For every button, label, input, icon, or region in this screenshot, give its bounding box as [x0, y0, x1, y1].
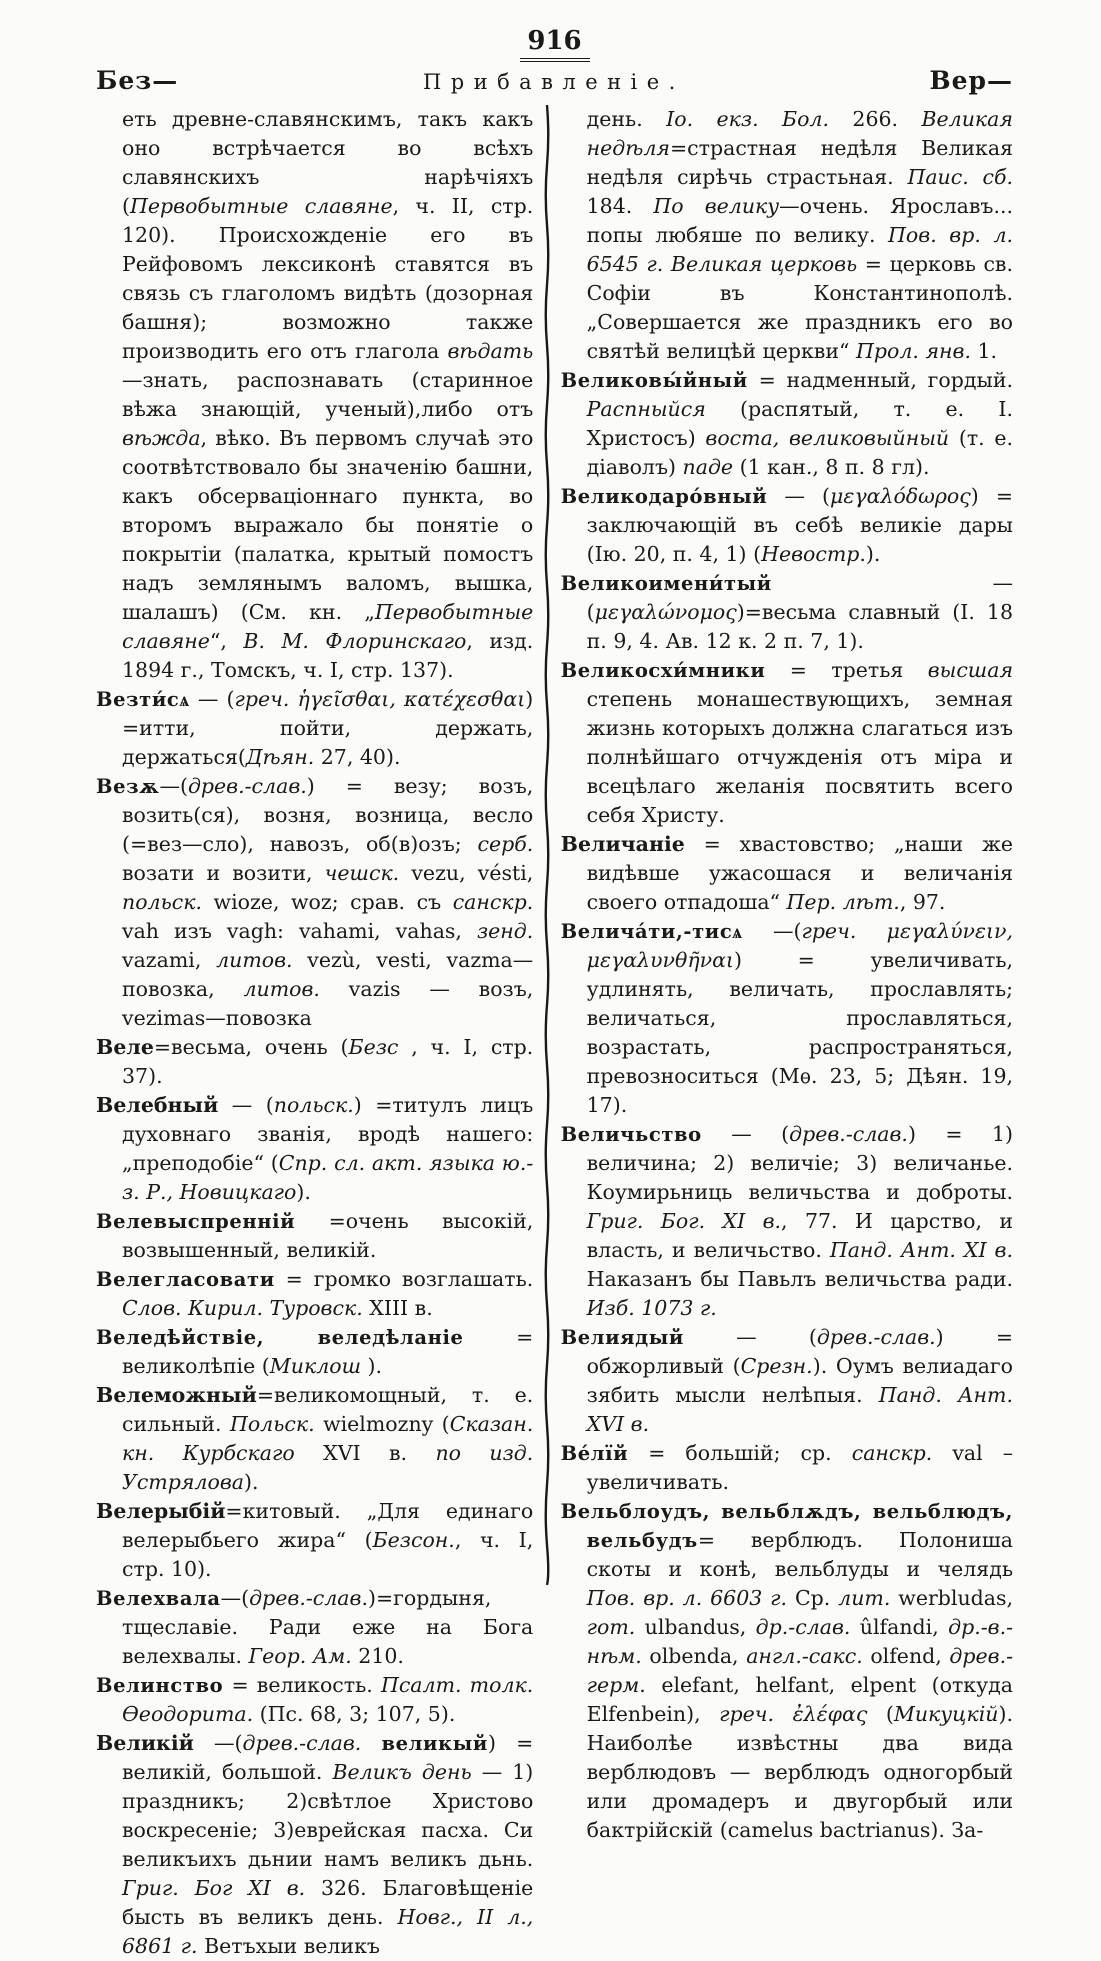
text-run: англ.-сакс.	[746, 1644, 863, 1668]
entry-headword: Велевыспренній	[96, 1210, 296, 1233]
text-run: , ч. II, стр. 120). Происхожденіе его въ Рейфовомъ лексиконѣ ставятся въ связь съ глаголомъ видѣть (дозорная башня); возможно также производить его отъ глагола	[122, 194, 534, 363]
entry-headword: Величьство	[560, 1123, 702, 1146]
text-run: wioze, woz; срав. съ	[202, 890, 453, 914]
text-run: vah изъ vagh: vahami, vahas,	[122, 919, 477, 943]
text-run: Микуцкій	[893, 1702, 999, 1726]
text-run: — (	[701, 1122, 790, 1146]
text-run: ) = 1) величина; 2) величіе; 3) величанье. Коумирьниць величьства и доброты.	[586, 1122, 1014, 1204]
text-run: день.	[586, 107, 667, 131]
text-run: (Пс. 68, 3; 107, 5).	[253, 1702, 456, 1726]
entry-headword: Веле	[96, 1035, 154, 1059]
text-run: , изд. 1894 г., Томскъ, ч. I, стр. 137).	[122, 629, 534, 682]
text-run: — 1) праздникъ; 2)свѣтлое Христово воскресеніе; 3)еврейская пасха. Си великъихъ дьнии намъ великъ дьнь.	[122, 1760, 534, 1871]
dictionary-entry	[560, 1120, 1014, 1323]
dictionary-entry	[96, 1323, 534, 1381]
dictionary-entry	[96, 685, 534, 772]
text-run: = церковь св. Софіи въ Константинополѣ. „Совершается же праздникъ его во святѣй велицѣй церкви“	[586, 252, 1014, 363]
two-column-body	[96, 105, 1013, 1961]
entry-headword: Велича́ти,-тисѧ	[560, 920, 743, 943]
text-run: Панд. Ант. XI в.	[829, 1238, 1014, 1262]
text-run: ) = везу; возъ, возить(ся), возня, возница, весло (=вез—сло), навозъ, об(в)озъ;	[122, 774, 534, 856]
text-run: =великомощный, т. е. сильный.	[122, 1383, 534, 1436]
text-run: elefant, helfant, elpent (откуда Elfenbein),	[586, 1673, 1014, 1726]
guide-word-left: Без—	[96, 66, 179, 95]
text-run: Пер. лѣт.	[786, 890, 900, 914]
dictionary-entry	[560, 917, 1014, 1120]
text-run: Ср.	[787, 1586, 839, 1610]
entry-headword: Везѫ	[96, 775, 160, 798]
text-run: = хвастовство; „наши же видѣвше ужасошася и величанія своего отпадоша“	[586, 832, 1014, 914]
entry-headword: Велехвала	[96, 1587, 221, 1610]
text-run: —(	[586, 571, 1014, 624]
text-run: Распныйся	[586, 397, 706, 421]
text-run: греч.	[234, 687, 290, 711]
text-run: Іо. екз. Бол.	[666, 107, 829, 131]
text-run: лит.	[838, 1586, 891, 1610]
right-column	[561, 105, 1013, 1961]
text-run: — (	[218, 1093, 274, 1117]
text-run: Изб. 1073 г.	[586, 1296, 717, 1320]
text-run: — (	[683, 1325, 817, 1349]
text-run: μεγαλύνειν, μεγαλυνθῆναι	[586, 919, 1014, 972]
text-run: vazami,	[122, 948, 217, 972]
text-run: др.-в.-нѣм.	[586, 1615, 1014, 1668]
text-run: Первобытные славяне	[130, 194, 393, 218]
text-run: Безс	[348, 1035, 399, 1059]
entry-headword: Велиядый	[560, 1326, 684, 1349]
text-run: др.-слав.	[755, 1615, 851, 1639]
text-run: )=гордыня, тщеславіе. Ради еже на Бога велехвалы.	[122, 1586, 534, 1668]
text-run: ἐλέφας	[792, 1702, 868, 1726]
text-run: 326. Благовѣщеніе бысть въ великъ день.	[122, 1876, 534, 1929]
text-run: —(	[193, 1731, 243, 1755]
text-run: 27, 40).	[314, 745, 401, 769]
text-run: =китовый. „Для единаго велерыбьего жира“ (	[122, 1499, 534, 1552]
dictionary-entry	[96, 1265, 534, 1323]
text-run: Григ. Бог XI в.	[122, 1876, 306, 1900]
dictionary-entry	[96, 1381, 534, 1497]
text-run: ). Оумъ велиадаго зябить мысли нелѣпыя.	[586, 1354, 1013, 1407]
text-run: =страстная недѣля Великая недѣля сирѣчь страстьная.	[586, 136, 1014, 189]
entry-headword: великый	[381, 1732, 488, 1755]
text-run: вѣжда	[122, 426, 201, 450]
dictionary-entry	[96, 1729, 534, 1961]
text-run: древ.-герм.	[586, 1644, 1014, 1697]
text-run: Наказанъ бы Павьлъ величьства ради.	[586, 1267, 1014, 1291]
text-run: , ч. I, стр. 10).	[122, 1528, 534, 1581]
text-run: гот.	[586, 1615, 636, 1639]
entry-headword: Великовы́йный	[560, 369, 748, 392]
text-run: чешск.	[324, 861, 400, 885]
text-run	[289, 687, 297, 711]
text-run: ) = великій, большой.	[122, 1731, 534, 1784]
text-run: Геор. Ам.	[248, 1644, 352, 1668]
text-run: Ветъхыи великъ	[197, 1934, 380, 1958]
text-run: В. М. Флоринскаго	[243, 629, 467, 653]
text-run: Невостр	[761, 542, 860, 566]
text-run: = надменный, гордый.	[747, 368, 1014, 392]
text-run: ).	[296, 1180, 311, 1204]
continuation-paragraph	[122, 105, 533, 685]
text-run: серб.	[477, 832, 534, 856]
continuation-paragraph	[587, 105, 1013, 366]
text-run: (распятый, т. е. І. Христосъ)	[586, 397, 1014, 450]
text-run: , 97.	[899, 890, 946, 914]
text-run: 210.	[351, 1644, 404, 1668]
dictionary-entry	[96, 1033, 534, 1091]
text-run: olbenda,	[641, 1644, 747, 1668]
text-run: ).	[243, 1470, 259, 1494]
text-run: Сказан. кн. Курбскаго	[122, 1412, 534, 1465]
text-run: 266.	[829, 107, 922, 131]
text-run: )=весьма славный (І. 18 п. 9, 4. Ав. 12 к. 2 п. 7, 1).	[586, 600, 1014, 653]
dictionary-entry	[560, 1323, 1014, 1439]
entry-headword: Велерыбій	[96, 1499, 226, 1523]
text-run: = верблюдъ. Полониша скоты и конѣ, вельблуды и челядь	[586, 1528, 1014, 1581]
text-run: высшая	[927, 658, 1014, 682]
text-run: wielmozny (	[314, 1412, 450, 1436]
text-run: Великая церковь	[670, 252, 858, 276]
text-run: ulbandus,	[635, 1615, 756, 1639]
text-run: XVI в.	[294, 1441, 436, 1465]
dictionary-entry	[560, 1439, 1014, 1497]
text-run	[663, 252, 671, 276]
text-run: ) =итти, пойти, держать, держаться(	[122, 687, 534, 769]
text-run: Слов. Кирил. Туровск.	[122, 1296, 363, 1320]
text-run	[361, 1731, 381, 1755]
text-run: древ.-слав.	[187, 774, 307, 798]
text-run: 184.	[586, 194, 654, 218]
text-run: = великолѣпіе (	[122, 1325, 534, 1378]
text-run: = громко возглашать.	[274, 1267, 534, 1291]
dictionary-entry	[560, 482, 1014, 569]
text-run: , 77. И царство, и власть, и величьство.	[586, 1209, 1014, 1262]
text-run: olfend,	[862, 1644, 950, 1668]
text-run: Панд. Ант. XVI в.	[586, 1383, 1013, 1436]
dictionary-entry	[560, 656, 1014, 830]
entry-headword: Величаніе	[560, 832, 685, 856]
entry-headword: Велеможный	[96, 1383, 257, 1407]
text-run: —очень. Ярославъ... попы любяше по велику.	[586, 194, 1014, 247]
text-run: “,	[209, 629, 244, 653]
text-run: древ.-слав.	[816, 1325, 936, 1349]
text-run: Миклош	[269, 1354, 362, 1378]
text-run: = великость.	[223, 1673, 381, 1697]
text-run: по изд. Устрялова	[122, 1441, 534, 1494]
dictionary-entry	[560, 1497, 1014, 1845]
text-run: древ.-слав.	[242, 1731, 362, 1755]
text-run: ) = заключающій въ себѣ великіе дары (Ію. 20, п. 4, 1) (	[586, 484, 1014, 566]
text-run: , ч. I, стр. 37).	[122, 1035, 534, 1088]
text-run: (т. е. діаволъ)	[586, 426, 1013, 479]
column-divider	[533, 105, 560, 1961]
text-run: еть древне-славянскимъ, такъ какъ оно встрѣчается во всѣхъ славянскихъ нарѣчіяхъ (	[122, 107, 534, 218]
text-run: Паис. сб.	[907, 165, 1014, 189]
text-run: польск.	[122, 890, 202, 914]
entry-headword: Велегласовати	[96, 1268, 275, 1291]
text-run: vazis — возъ, vezimas—повозка	[122, 977, 534, 1030]
text-run: werbludas,	[890, 1586, 1014, 1610]
text-run: (1 кан., 8 п. 8 гл).	[733, 455, 930, 479]
text-run: греч.	[719, 1702, 775, 1726]
text-run: Срезн.	[740, 1354, 813, 1378]
text-run: — (	[767, 484, 831, 508]
dictionary-entry	[96, 1584, 534, 1671]
section-title: Прибавленіе.	[422, 70, 685, 94]
text-run: —знать, распознавать (старинное вѣжа знающій, ученый),либо отъ	[122, 368, 534, 421]
text-run: Пов. вр. л. 6603 г.	[586, 1586, 788, 1610]
text-run: литов.	[216, 948, 293, 972]
text-run: польск.	[273, 1093, 354, 1117]
text-run: древ.-слав.	[249, 1586, 368, 1610]
text-run: возати и возити,	[122, 861, 325, 885]
text-run: ) =титулъ лицъ духовнаго званія, вродѣ нашего: „преподобіе“ (	[122, 1093, 534, 1175]
entry-headword: Везти́сѧ	[96, 688, 190, 711]
guide-word-right: Вер—	[929, 66, 1013, 95]
text-run: Безсон.	[372, 1528, 455, 1552]
text-run: val – увеличивать.	[586, 1441, 1014, 1494]
text-run: .).	[859, 542, 881, 566]
text-run: санскр.	[851, 1441, 933, 1465]
text-run: Пов. вр. л. 6545 г.	[586, 223, 1014, 276]
text-run: — (	[189, 687, 235, 711]
text-run	[774, 1702, 793, 1726]
text-run: —(	[742, 919, 802, 943]
text-run: Первобытные славяне	[122, 600, 534, 653]
dictionary-entry	[96, 1091, 534, 1207]
text-run: вѣдать	[447, 339, 534, 363]
text-run: Польск.	[229, 1412, 315, 1436]
text-run: (	[867, 1702, 894, 1726]
text-run: санскр.	[452, 890, 534, 914]
text-run: , вѣко. Въ первомъ случаѣ это соотвѣтствовало бы значенію башни, какъ обсерваціоннаго пункта, во второмъ выражало бы понятіе о покрытіи (палатка, крытый помостъ надъ землянымъ валомъ, вышка, шалашъ) (См. кн. „	[122, 426, 534, 624]
text-run: Спр. сл. акт. языка ю.-з. Р., Новицкаго	[122, 1151, 534, 1204]
text-run: =очень высокій, возвышенный, великій.	[122, 1209, 534, 1262]
text-run: Новг., II л., 6861 г.	[122, 1905, 534, 1958]
text-run: ûlfandi,	[850, 1615, 949, 1639]
text-run: воста, великовыйный	[705, 426, 950, 450]
text-run	[856, 919, 886, 943]
text-run: Великая недѣля	[586, 107, 1013, 160]
entry-headword: Велинство	[96, 1674, 224, 1697]
running-head	[96, 66, 1013, 95]
text-run: По велику	[653, 194, 780, 218]
page-header	[96, 26, 1013, 95]
dictionary-entry	[560, 569, 1014, 656]
text-run: зенд.	[476, 919, 534, 943]
entry-headword: Вельблоудъ, вельблѫдъ, вельблюдъ, вельбудъ	[560, 1500, 1014, 1552]
text-run: vezù, vesti, vazma—повозка,	[122, 948, 534, 1001]
text-run: ). Наиболѣе извѣстны два вида верблюдовъ — верблюдъ одногорбый или дромадеръ и двугорбый или бактрійскій (camelus bactrianus). За-	[586, 1702, 1014, 1842]
entry-headword: Веледѣйствіе, веледѣланіе	[96, 1326, 464, 1349]
text-run: ).	[361, 1354, 383, 1378]
dictionary-entry	[560, 830, 1014, 917]
text-run: μεγαλόδωρος	[830, 484, 971, 508]
entry-headword: Велебный	[96, 1093, 219, 1117]
dictionary-entry	[96, 1497, 534, 1584]
text-run: =весьма, очень (	[153, 1035, 349, 1059]
page-number: 916	[520, 26, 590, 62]
dictionary-entry	[560, 366, 1014, 482]
text-run: Прол. янв.	[856, 339, 971, 363]
text-run: Великъ день	[332, 1760, 472, 1784]
text-run: ) = обжорливый (	[586, 1325, 1014, 1378]
text-run: 1.	[970, 339, 998, 363]
text-run: ) = увеличивать, удлинять, величать, прославлять; величаться, прославляться, возрастать, распространяться, превозноситься (Мѳ. 23, 5; Дѣян. 19, 17).	[586, 948, 1014, 1117]
text-run: паде	[682, 455, 734, 479]
entry-headword: Великосхи́мники	[560, 659, 766, 682]
dictionary-entry	[96, 772, 534, 1033]
text-run: Дѣян.	[245, 745, 315, 769]
text-run: μεγαλώνομος	[594, 600, 737, 624]
text-run: vezu, vésti,	[399, 861, 534, 885]
text-run: степень монашествующихъ, земная жизнь которыхъ должна слагаться изъ полнѣйшаго отчужденія отъ міра и всецѣлаго желанія посвятить всего себя Христу.	[586, 687, 1014, 827]
text-run: —(	[159, 774, 188, 798]
text-run: Псалт. толк. Ѳеодорита.	[122, 1673, 534, 1726]
dictionary-entry	[96, 1671, 534, 1729]
text-run: = большій; ср.	[628, 1441, 852, 1465]
text-run: древ.-слав.	[789, 1122, 908, 1146]
text-run: = третья	[765, 658, 928, 682]
entry-headword: Ве́лїй	[560, 1442, 629, 1465]
text-run: греч.	[801, 919, 857, 943]
text-run: литов.	[243, 977, 320, 1001]
dictionary-entry	[96, 1207, 534, 1265]
text-run: —(	[220, 1586, 250, 1610]
text-run: Григ. Бог. XI в.	[586, 1209, 782, 1233]
left-column	[96, 105, 533, 1961]
entry-headword: Великоимени́тый	[560, 572, 772, 595]
text-run: ἡγεῖσθαι, κατέχεσθαι	[297, 687, 526, 711]
entry-headword: Великій	[96, 1731, 194, 1755]
text-run: XIII в.	[362, 1296, 433, 1320]
entry-headword: Великодаро́вный	[560, 485, 768, 508]
divider-rule-wavy-line	[543, 105, 551, 1585]
